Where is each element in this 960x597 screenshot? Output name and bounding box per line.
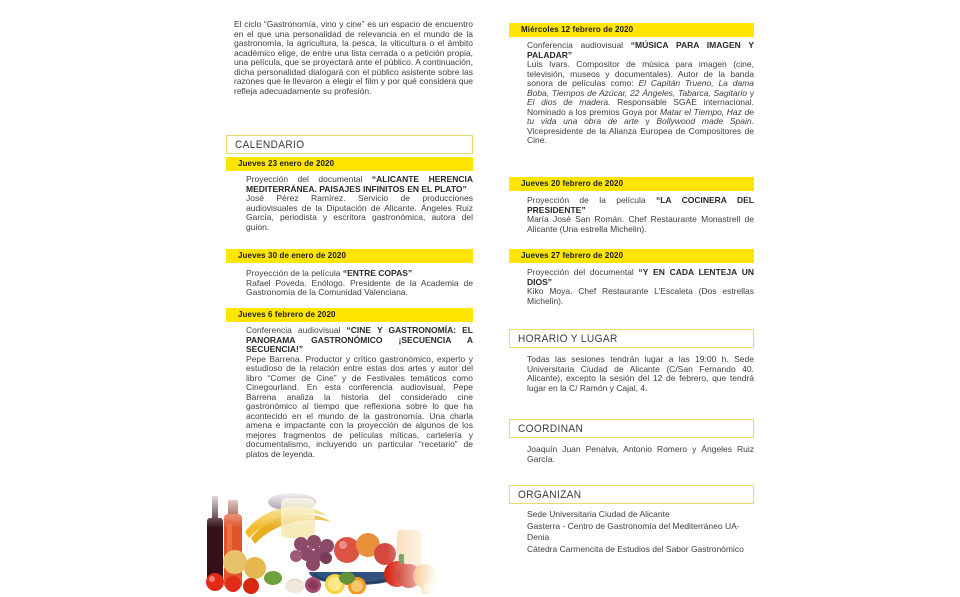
section-header-organizan-label: ORGANIZAN [518,488,582,501]
section-header-calendario-label: CALENDARIO [235,138,305,151]
horario-text: Todas las sesiones tendrán lugar a las 19:00 h. Sede Universitaria Ciudad de Alicante (C/San Fernando 40. Alicante), excepto la sesión del 12 de febrero, que tendrá lugar en la C/ Ramón y Cajal, 4. [527,354,754,393]
section-header-coordinan-label: COORDINAN [518,422,584,435]
event-title: Proyección de la película “LA COCINERA DEL PRESIDENTE” [527,195,754,215]
event-title: Proyección del documental “ALICANTE HERENCIA MEDITERRÁNEA. PAISAJES INFINITOS EN EL PLATO” [246,174,473,194]
event-date-badge: Jueves 27 febrero de 2020 [509,249,754,263]
grapes [290,535,334,571]
event-description: Kiko Moya. Chef Restaurante L’Escaleta (Dos estrellas Michelin). [527,286,754,306]
event-date-badge: Miércoles 12 febrero de 2020 [509,23,754,37]
greens [339,572,355,584]
event-title: Proyección del documental “Y EN CADA LENTEJA UN DIOS” [527,267,754,287]
organizan-item: Cátedra Carmencita de Estudios del Sabor Gastronómico [527,543,744,554]
apple [334,537,360,563]
organizan-item: Gasterra - Centro de Gastronomía del Mediterráneo UA-Denia [527,520,740,542]
event-date-badge: Jueves 30 de enero de 2020 [226,249,473,263]
event-date-badge: Jueves 23 enero de 2020 [226,157,473,171]
event-entry [527,41,754,146]
section-header-coordinan [509,419,754,438]
potato [244,557,266,579]
section-header-horario-label: HORARIO Y LUGAR [518,332,618,345]
organizan-item: Sede Universitaria Ciudad de Alicante [527,509,670,519]
tomato [206,573,224,591]
tomato [243,578,259,594]
intro-paragraph: El ciclo “Gastronomía, vino y cine” es un espacio de encuentro en el que una personalidad de relevancia en el mundo de la gastronomía, la agricultura, la pesca, la viticultura o el ámbito académico elige, de entre una lista cerrada o a petición propia, una película, que se proyectará ante el público. A continuación, dicha personalidad dialogará con el público asistente sobre las razones que le llevaron a elegir el film y por qué considera que refleja adecuadamente su profesión. [234,19,473,96]
event-date-badge: Jueves 6 febrero de 2020 [226,308,473,322]
event-description: Rafael Poveda. Enólogo. Presidente de la Academia de Gastronomía de la Comunidad Valenciana. [246,277,473,297]
potato [223,550,247,574]
event-entry [246,326,473,459]
garlic [285,579,305,593]
event-description: María José San Román. Chef Restaurante Monastrell de Alicante (Una estrella Michelin). [527,214,754,234]
event-description: Luis Ivars. Compositor de música para imagen (cine, televisión, museos y documentales). Autor de la banda sonora de películas como: El Capitán Trueno, La dama Boba, Tiempos de Azúcar, 22 Ángeles, Tabarca, Sagitario y El dios de madera. Responsable SGAE internacional. Nominado a los premios Goya por Matar el Tiempo, Haz de tu vida una obra de arte y Bollywood made Spain. Vicepresidente de la Alianza Europea de Compositores de Cine. [527,59,754,145]
event-entry [527,196,754,234]
event-date-badge: Jueves 20 febrero de 2020 [509,177,754,191]
event-entry [246,269,473,298]
event-entry [246,175,473,232]
event-entry [527,268,754,306]
section-header-horario [509,329,754,348]
section-header-calendario [226,135,473,154]
fruit-photo [197,490,437,594]
coordinan-text: Joaquín Juan Penalva, Antonio Romero y Ángeles Ruiz García. [527,444,754,464]
event-description: José Pérez Ramírez. Servicio de producciones audiovisuales de la Diputación de Alicante. Ángeles Ruiz García, periodista y escritora gastronómica, autora del guion. [246,193,473,232]
organizan-list [527,509,754,555]
event-title: Proyección de la película “ENTRE COPAS” [246,268,413,278]
section-header-organizan [509,485,754,504]
event-title: Conferencia audiovisual “CINE Y GASTRONOMÍA: EL PANORAMA GASTRONÓMICO ¡SECUENCIA A SECUENCIA!” [246,325,473,354]
tomato [225,576,241,592]
event-description: Pepe Barrena. Productor y crítico gastronómico, experto y estudioso de la relación entre estas dos artes y autor del libro “Comer de Cine” y de Festivales temáticos como Cinegourland. En esta conferencia audiovisual, Pepe Barrena analiza la historia del considerado cine gastronómico al tiempo que reflexiona sobre lo que ha acontecido en el mundo de la gastronomía. Una charla amena e impactante con la proyección de algunos de los mejores fragmentos de películas míticas, cartelería y documentalismo, incluyendo un particular “recetario” de platos de leyenda. [246,353,473,459]
event-title: Conferencia audiovisual “MÚSICA PARA IMAGEN Y PALADAR” [527,40,755,60]
greens [264,571,282,585]
